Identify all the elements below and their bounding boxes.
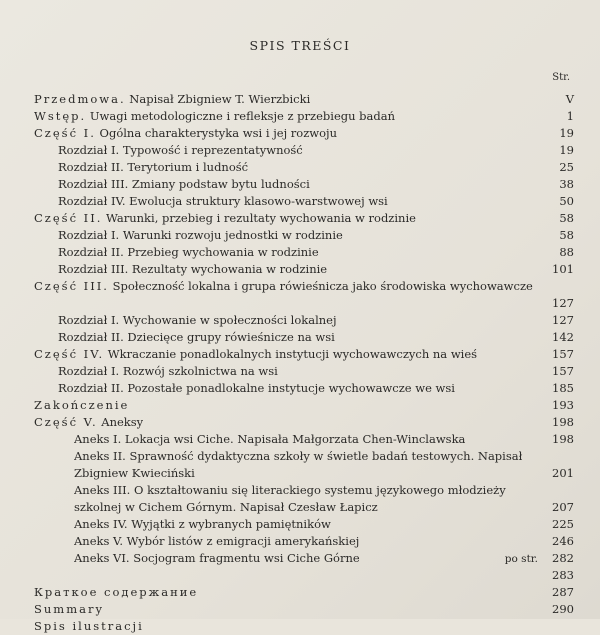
toc-entry-title: Dziecięce grupy rówieśnicze na wsi: [123, 330, 335, 344]
toc-entry-title: Warunki, przebieg i rezultaty wychowania w rodzinie: [102, 211, 416, 225]
toc-entry-label: Zakończenie: [34, 398, 130, 412]
toc-entry: [34, 550, 574, 567]
leader-dots: [146, 425, 543, 426]
toc-entry-title: Społeczność lokalna i grupa rówieśnicza jako środowiska wychowawcze: [108, 279, 533, 293]
toc-entry-label: Rozdział I.: [58, 228, 120, 242]
toc-entry-text: [74, 431, 465, 448]
toc-entry: [34, 584, 574, 601]
toc-entry-label: Część I.: [34, 126, 96, 140]
toc-entry-text: [58, 159, 248, 176]
toc-entry: [34, 618, 574, 635]
leader-dots: [338, 340, 543, 341]
toc-entry-page: 198: [552, 432, 574, 446]
toc-entry: [34, 91, 574, 108]
leader-dots: [147, 629, 543, 630]
toc-entry-title: Ogólna charakterystyka wsi i jej rozwoju: [95, 126, 338, 140]
toc-entry-text: [58, 227, 343, 244]
toc-entry-label: Część IV.: [34, 347, 105, 361]
toc-entry-text: [34, 618, 144, 635]
toc-entry: [34, 227, 574, 244]
toc-entry-label: Краткое содержание: [34, 585, 199, 599]
table-of-contents: [34, 91, 574, 635]
toc-entry-text: [34, 414, 143, 431]
toc-entry-text: [34, 278, 574, 295]
toc-entry-text: [34, 108, 395, 125]
toc-entry-page: 19: [559, 143, 574, 157]
toc-entry-title: Ewolucja struktury klasowo-warstwowej wsi: [125, 194, 388, 208]
leader-dots: [322, 255, 543, 256]
toc-entry-label: Aneks III.: [74, 483, 131, 497]
toc-entry-text: [74, 482, 574, 516]
toc-entry-text: [34, 125, 337, 142]
leader-dots: [281, 374, 543, 375]
toc-entry-text: [34, 584, 198, 601]
toc-entry-page: 127: [552, 313, 574, 327]
toc-entry-page: 58: [559, 228, 574, 242]
toc-entry-page: 207: [552, 500, 574, 514]
toc-entry-text: [34, 210, 416, 227]
toc-entry-label: Aneks II.: [74, 449, 126, 463]
toc-entry-title: Przebieg wychowania w rodzinie: [123, 245, 319, 259]
toc-entry-title: Sprawność dydaktyczna szkoły w świetle badań testowych. Napisał Zbigniew Kwieciński: [74, 449, 523, 480]
toc-entry-label: Summary: [34, 602, 104, 616]
toc-entry: [34, 125, 574, 142]
toc-entry-text: [58, 380, 455, 397]
leader-dots: [362, 544, 543, 545]
leader-dots: [330, 272, 543, 273]
toc-entry-page: 157: [552, 347, 574, 361]
toc-entry-text: [74, 516, 331, 533]
toc-entry-page: 1: [566, 109, 574, 123]
toc-entry-page: 25: [559, 160, 574, 174]
toc-entry-label: Rozdział IV.: [58, 194, 126, 208]
toc-entry-text: [74, 550, 360, 567]
toc-entry-page: 127: [552, 296, 574, 310]
leader-dots: [480, 357, 543, 358]
toc-entry: [34, 261, 574, 278]
leader-dots: [419, 221, 543, 222]
toc-entry: [34, 346, 574, 363]
toc-entry-text: [58, 176, 310, 193]
leader-dots: [468, 442, 543, 443]
toc-entry: [34, 482, 574, 516]
toc-entry: [34, 193, 574, 210]
toc-entry-title: Wyjątki z wybranych pamiętników: [127, 517, 331, 531]
toc-entry: [34, 431, 574, 448]
toc-entry-text: [58, 329, 335, 346]
leader-dots: [251, 170, 543, 171]
toc-entry-text: [34, 346, 477, 363]
toc-entry: [34, 448, 574, 482]
leader-dots: [201, 595, 543, 596]
toc-entry-label: Przedmowa.: [34, 92, 126, 106]
toc-entry: [34, 278, 574, 312]
leader-dots: [313, 102, 543, 103]
toc-entry-label: Wstęp.: [34, 109, 87, 123]
toc-entry-page: 246: [552, 534, 574, 548]
toc-entry-page: 290: [552, 602, 574, 616]
toc-entry: [34, 516, 574, 533]
toc-entry-page: 58: [559, 211, 574, 225]
toc-entry-label: Rozdział III.: [58, 262, 129, 276]
toc-entry-label: Rozdział III.: [58, 177, 129, 191]
toc-entry-label: Rozdział I.: [58, 364, 120, 378]
toc-entry-page: 225: [552, 517, 574, 531]
page-title: SPIS TREŚCI: [249, 38, 351, 53]
toc-entry: [34, 108, 574, 125]
toc-entry-text: [74, 448, 574, 482]
leader-dots: [306, 153, 543, 154]
toc-entry-page: 283: [552, 568, 574, 582]
toc-entry-page: 38: [559, 177, 574, 191]
toc-entry-text: [34, 567, 126, 584]
toc-entry-label: Spis ilustracji: [34, 619, 144, 633]
toc-entry: [34, 210, 574, 227]
page-column-header: Str.: [552, 72, 570, 83]
toc-entry-title: Warunki rozwoju jednostki w rodzinie: [119, 228, 343, 242]
leader-dots: [132, 408, 543, 409]
toc-entry-label: Rozdział II.: [58, 245, 124, 259]
toc-entry-title: Zmiany podstaw bytu ludności: [128, 177, 310, 191]
toc-entry: [34, 329, 574, 346]
toc-entry-page: 101: [552, 262, 574, 276]
toc-entry-title: Typowość i reprezentatywność: [119, 143, 303, 157]
toc-entry-label: Aneks IV.: [74, 517, 128, 531]
toc-entry-page: 88: [559, 245, 574, 259]
toc-entry: [34, 397, 574, 414]
toc-entry: [34, 142, 574, 159]
toc-entry-page: 282: [552, 551, 574, 565]
toc-entry-text: [34, 397, 129, 414]
toc-entry: [34, 533, 574, 550]
toc-entry-note: po str.: [504, 553, 538, 565]
toc-entry-title: Terytorium i ludność: [123, 160, 249, 174]
toc-entry: [34, 244, 574, 261]
toc-entry-title: Wybór listów z emigracji amerykańskiej: [123, 534, 360, 548]
toc-entry-title: Pozostałe ponadlokalne instytucje wychowawcze we wsi: [123, 381, 455, 395]
toc-entry: [34, 159, 574, 176]
toc-entry: [34, 363, 574, 380]
toc-entry-text: [58, 142, 303, 159]
leader-dots: [107, 612, 543, 613]
toc-entry-text: [58, 261, 327, 278]
toc-entry-text: [58, 363, 278, 380]
toc-entry-page: 198: [552, 415, 574, 429]
toc-entry: [34, 414, 574, 431]
toc-entry-title: Aneksy: [97, 415, 144, 429]
toc-entry-page: 142: [552, 330, 574, 344]
leader-dots: [458, 391, 543, 392]
toc-entry-page: 19: [559, 126, 574, 140]
toc-entry-label: Rozdział I.: [58, 143, 120, 157]
toc-entry-text: [58, 244, 319, 261]
toc-entry-text: [58, 193, 388, 210]
toc-entry-title: Rozwój szkolnictwa na wsi: [119, 364, 278, 378]
leader-dots: [363, 561, 502, 562]
toc-entry-text: [34, 91, 310, 108]
toc-entry-title: Uwagi metodologiczne i refleksje z przebiegu badań: [86, 109, 396, 123]
toc-entry-page: 201: [552, 466, 574, 480]
leader-dots: [340, 136, 543, 137]
leader-dots: [391, 204, 543, 205]
toc-entry-text: [74, 533, 359, 550]
toc-entry-page: 50: [559, 194, 574, 208]
leader-dots: [334, 527, 543, 528]
toc-entry-label: Aneks VI.: [74, 551, 130, 565]
toc-entry-title: Napisał Zbigniew T. Wierzbicki: [125, 92, 311, 106]
leader-dots: [340, 323, 543, 324]
toc-entry-label: Aneks V.: [74, 534, 123, 548]
toc-entry-page: 185: [552, 381, 574, 395]
toc-entry-title: Socjogram fragmentu wsi Ciche Górne: [129, 551, 360, 565]
toc-entry-label: Część V.: [34, 415, 98, 429]
leader-dots: [313, 187, 543, 188]
toc-entry-label: Rozdział I.: [58, 313, 120, 327]
toc-entry-page: 193: [552, 398, 574, 412]
leader-dots: [129, 578, 543, 579]
leader-dots: [346, 238, 543, 239]
toc-entry-title: O kształtowaniu się literackiego systemu językowego młodzieży szkolnej w Cichem Górnym. Napisał Czesław Łapicz: [74, 483, 506, 514]
leader-dots: [398, 119, 543, 120]
toc-entry-label: Część II.: [34, 211, 103, 225]
toc-entry-page: 157: [552, 364, 574, 378]
toc-entry-text: [58, 312, 337, 329]
toc-entry: [34, 312, 574, 329]
toc-entry-page: 287: [552, 585, 574, 599]
toc-entry-title: Rezultaty wychowania w rodzinie: [128, 262, 328, 276]
toc-entry: [34, 567, 574, 584]
toc-entry-title: Wychowanie w społeczności lokalnej: [119, 313, 337, 327]
toc-entry: [34, 380, 574, 397]
toc-entry-title: Wkraczanie ponadlokalnych instytucji wychowawczych na wieś: [104, 347, 478, 361]
toc-entry-label: Rozdział II.: [58, 160, 124, 174]
toc-entry-page: V: [565, 92, 574, 106]
toc-entry-label: Rozdział II.: [58, 330, 124, 344]
toc-entry: [34, 601, 574, 618]
toc-entry-label: Rozdział II.: [58, 381, 124, 395]
toc-entry: [34, 176, 574, 193]
toc-entry-text: [34, 601, 104, 618]
toc-entry-label: Aneks I.: [74, 432, 122, 446]
toc-entry-label: Część III.: [34, 279, 109, 293]
toc-entry-title: Lokacja wsi Ciche. Napisała Małgorzata Chen-Winclawska: [121, 432, 466, 446]
